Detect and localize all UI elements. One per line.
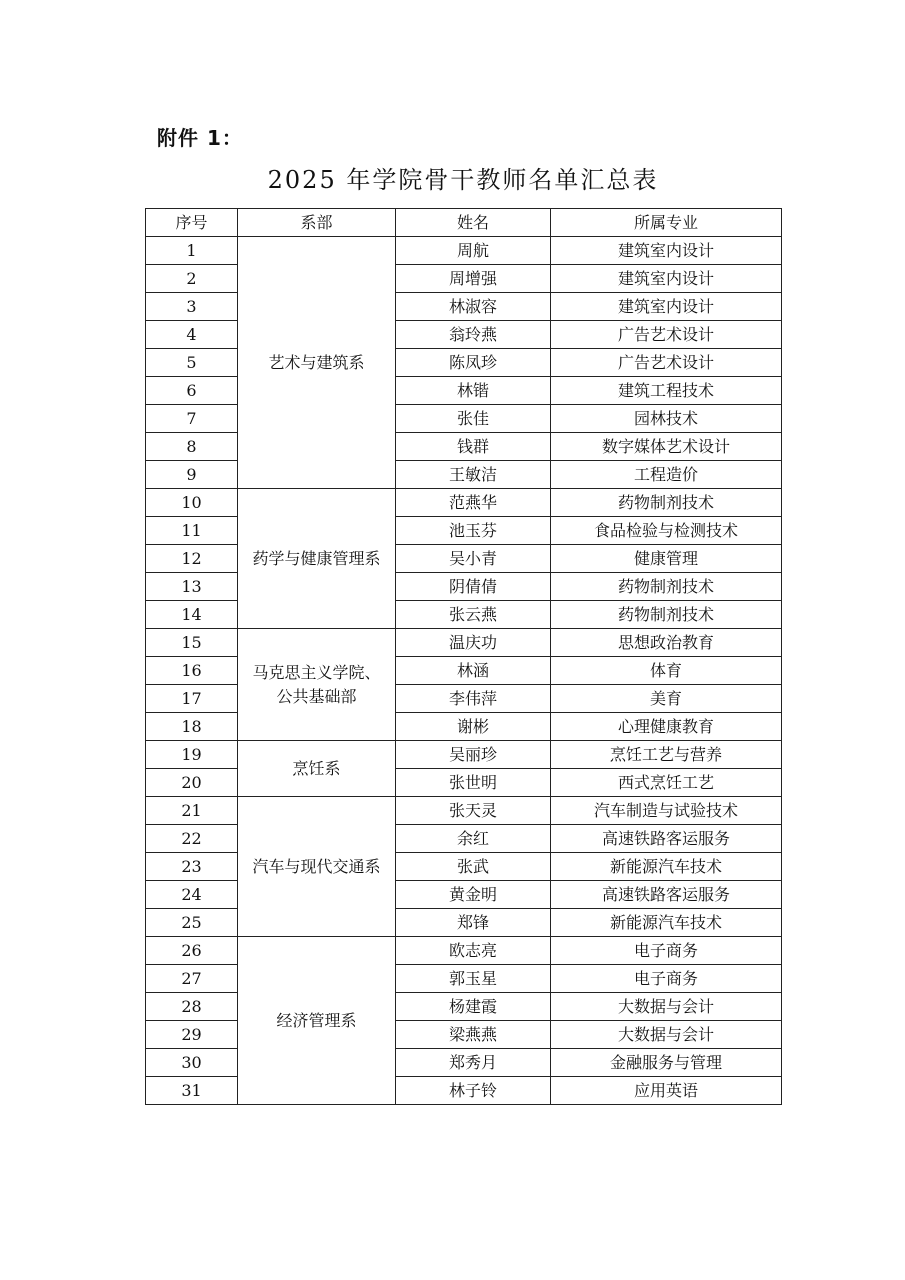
row-number: 23 — [146, 853, 238, 881]
row-number: 13 — [146, 573, 238, 601]
row-number: 8 — [146, 433, 238, 461]
table-header-row — [146, 209, 782, 237]
teacher-name: 张天灵 — [396, 797, 551, 825]
teacher-name: 周航 — [396, 237, 551, 265]
teacher-name: 王敏洁 — [396, 461, 551, 489]
department-cell: 经济管理系 — [238, 937, 396, 1105]
department-cell: 艺术与建筑系 — [238, 237, 396, 489]
teacher-major: 大数据与会计 — [551, 993, 782, 1021]
teacher-major: 金融服务与管理 — [551, 1049, 782, 1077]
row-number: 28 — [146, 993, 238, 1021]
teacher-major: 心理健康教育 — [551, 713, 782, 741]
teacher-name: 陈凤珍 — [396, 349, 551, 377]
teacher-name: 吴小青 — [396, 545, 551, 573]
row-number: 14 — [146, 601, 238, 629]
teacher-major: 广告艺术设计 — [551, 349, 782, 377]
teacher-name: 张武 — [396, 853, 551, 881]
row-number: 15 — [146, 629, 238, 657]
teacher-name: 周增强 — [396, 265, 551, 293]
teacher-name: 杨建霞 — [396, 993, 551, 1021]
teacher-major: 电子商务 — [551, 937, 782, 965]
row-number: 17 — [146, 685, 238, 713]
teacher-name: 阴倩倩 — [396, 573, 551, 601]
teacher-major: 大数据与会计 — [551, 1021, 782, 1049]
table-row — [146, 741, 782, 769]
teacher-major: 美育 — [551, 685, 782, 713]
row-number: 25 — [146, 909, 238, 937]
teacher-name: 张佳 — [396, 405, 551, 433]
row-number: 4 — [146, 321, 238, 349]
table-body — [146, 237, 782, 1105]
teacher-major: 建筑工程技术 — [551, 377, 782, 405]
row-number: 30 — [146, 1049, 238, 1077]
teacher-major: 数字媒体艺术设计 — [551, 433, 782, 461]
teacher-name: 池玉芬 — [396, 517, 551, 545]
teacher-name: 翁玲燕 — [396, 321, 551, 349]
teacher-name: 欧志亮 — [396, 937, 551, 965]
teacher-name: 林锴 — [396, 377, 551, 405]
teacher-name: 吴丽珍 — [396, 741, 551, 769]
department-cell: 马克思主义学院、 公共基础部 — [238, 629, 396, 741]
teacher-name: 谢彬 — [396, 713, 551, 741]
teacher-name: 温庆功 — [396, 629, 551, 657]
table-row — [146, 797, 782, 825]
teacher-major: 西式烹饪工艺 — [551, 769, 782, 797]
teacher-name: 张世明 — [396, 769, 551, 797]
row-number: 12 — [146, 545, 238, 573]
teacher-major: 新能源汽车技术 — [551, 853, 782, 881]
teacher-major: 汽车制造与试验技术 — [551, 797, 782, 825]
row-number: 29 — [146, 1021, 238, 1049]
row-number: 18 — [146, 713, 238, 741]
teacher-major: 药物制剂技术 — [551, 489, 782, 517]
row-number: 5 — [146, 349, 238, 377]
teacher-major: 园林技术 — [551, 405, 782, 433]
row-number: 11 — [146, 517, 238, 545]
row-number: 9 — [146, 461, 238, 489]
teacher-major: 工程造价 — [551, 461, 782, 489]
teacher-major: 高速铁路客运服务 — [551, 881, 782, 909]
teacher-major: 烹饪工艺与营养 — [551, 741, 782, 769]
teacher-name: 林子铃 — [396, 1077, 551, 1105]
teacher-name: 张云燕 — [396, 601, 551, 629]
teacher-name: 郭玉星 — [396, 965, 551, 993]
teacher-major: 思想政治教育 — [551, 629, 782, 657]
row-number: 6 — [146, 377, 238, 405]
teacher-major: 药物制剂技术 — [551, 601, 782, 629]
teacher-name: 林淑容 — [396, 293, 551, 321]
teacher-major: 新能源汽车技术 — [551, 909, 782, 937]
teacher-table — [145, 208, 782, 1105]
row-number: 19 — [146, 741, 238, 769]
table-row — [146, 629, 782, 657]
row-number: 1 — [146, 237, 238, 265]
teacher-major: 建筑室内设计 — [551, 237, 782, 265]
department-cell: 汽车与现代交通系 — [238, 797, 396, 937]
teacher-name: 李伟萍 — [396, 685, 551, 713]
teacher-name: 郑锋 — [396, 909, 551, 937]
row-number: 2 — [146, 265, 238, 293]
teacher-name: 林涵 — [396, 657, 551, 685]
teacher-name: 钱群 — [396, 433, 551, 461]
teacher-major: 电子商务 — [551, 965, 782, 993]
teacher-major: 体育 — [551, 657, 782, 685]
attachment-label: 附件 1： — [157, 126, 243, 150]
teacher-major: 应用英语 — [551, 1077, 782, 1105]
department-cell: 药学与健康管理系 — [238, 489, 396, 629]
row-number: 7 — [146, 405, 238, 433]
table-row — [146, 489, 782, 517]
teacher-name: 梁燕燕 — [396, 1021, 551, 1049]
teacher-name: 余红 — [396, 825, 551, 853]
header-department: 系部 — [238, 209, 396, 237]
teacher-major: 高速铁路客运服务 — [551, 825, 782, 853]
row-number: 27 — [146, 965, 238, 993]
row-number: 31 — [146, 1077, 238, 1105]
teacher-major: 食品检验与检测技术 — [551, 517, 782, 545]
table-row — [146, 937, 782, 965]
page-title: 2025 年学院骨干教师名单汇总表 — [267, 166, 659, 194]
row-number: 20 — [146, 769, 238, 797]
header-name: 姓名 — [396, 209, 551, 237]
header-no: 序号 — [146, 209, 238, 237]
teacher-major: 健康管理 — [551, 545, 782, 573]
row-number: 22 — [146, 825, 238, 853]
teacher-major: 广告艺术设计 — [551, 321, 782, 349]
department-cell: 烹饪系 — [238, 741, 396, 797]
table-row — [146, 237, 782, 265]
teacher-major: 建筑室内设计 — [551, 293, 782, 321]
row-number: 24 — [146, 881, 238, 909]
teacher-major: 建筑室内设计 — [551, 265, 782, 293]
row-number: 26 — [146, 937, 238, 965]
teacher-major: 药物制剂技术 — [551, 573, 782, 601]
teacher-name: 范燕华 — [396, 489, 551, 517]
row-number: 3 — [146, 293, 238, 321]
row-number: 10 — [146, 489, 238, 517]
teacher-name: 黄金明 — [396, 881, 551, 909]
teacher-name: 郑秀月 — [396, 1049, 551, 1077]
row-number: 16 — [146, 657, 238, 685]
row-number: 21 — [146, 797, 238, 825]
header-major: 所属专业 — [551, 209, 782, 237]
